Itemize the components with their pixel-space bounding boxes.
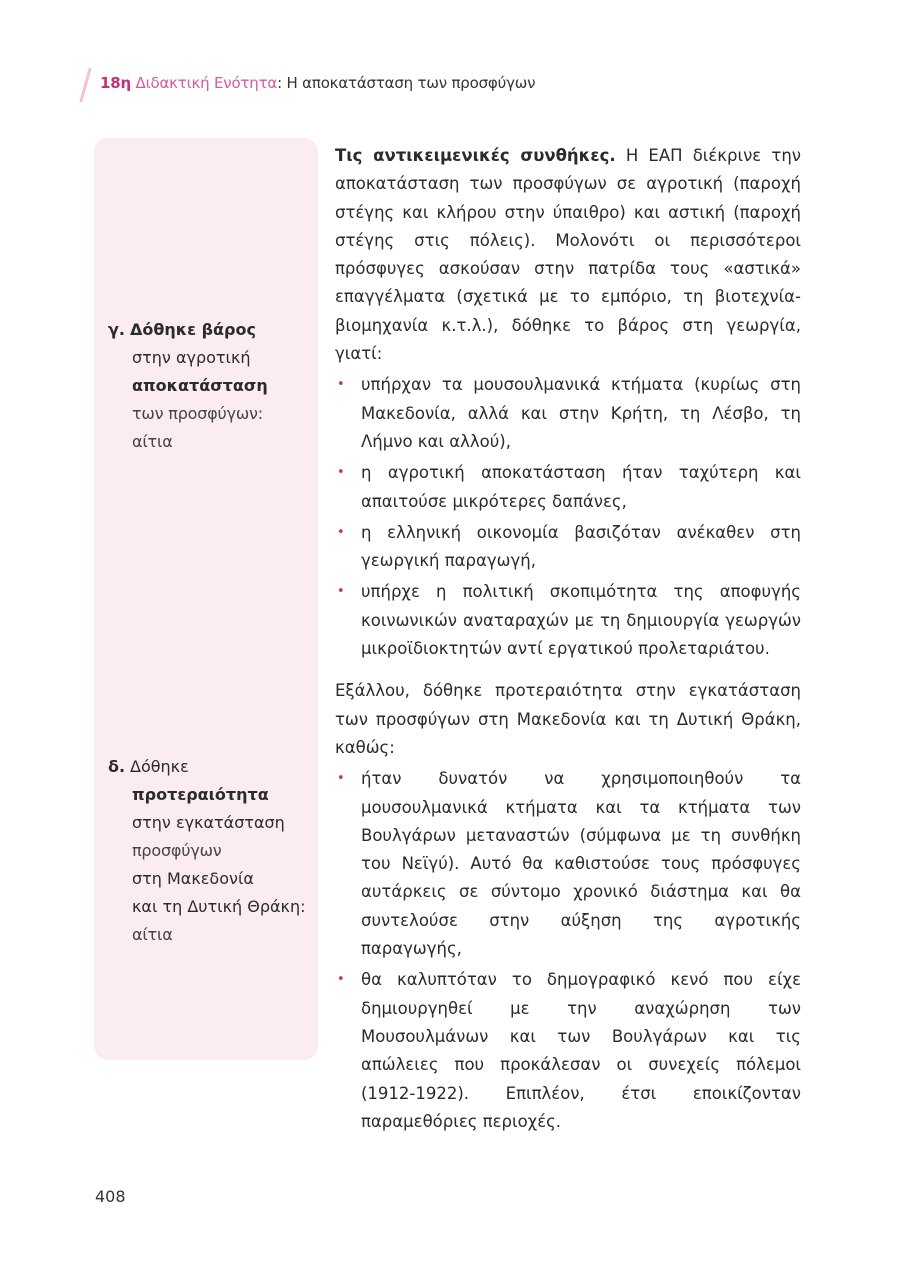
note-d-line: και τη Δυτική Θράκη: <box>132 897 306 916</box>
bullet-icon: • <box>337 972 345 988</box>
list-item: • η ελληνική οικονομία βασιζόταν ανέκαθεν στη γεωργική παραγωγή, <box>335 519 801 576</box>
list-item: • ήταν δυνατόν να χρησιμοποιηθούν τα μουσουλμανικά κτήματα και τα κτήματα των Βουλγάρων μεταναστών (σύμφωνα με τη συνθήκη του Νεϊγύ). Αυτό θα καθιστούσε τους πρόσφυγες αυτάρκεις σε σύντομο χρονικό διάστημα και θα συντελούσε στην αύξηση της αγροτικής παραγωγής, <box>335 765 801 963</box>
header-title <box>100 74 535 92</box>
bullet-icon: • <box>337 377 345 393</box>
note-d-line: προσφύγων <box>132 841 222 860</box>
note-d-line: αίτια <box>132 925 173 944</box>
main-text <box>335 142 801 1136</box>
section2-intro: Εξάλλου, δόθηκε προτεραιότητα στην εγκατάσταση των προσφύγων στη Μακεδονία και τη Δυτική Θράκη, καθώς: <box>335 681 801 757</box>
note-g-line: αίτια <box>132 432 173 451</box>
list-item: • υπήρχε η πολιτική σκοπιμότητα της αποφυγής κοινωνικών αναταραχών με τη δημιουργία γεωργών μικροϊδιοκτητών αντί εργατικού προλεταριάτου. <box>335 578 801 663</box>
bullet-icon: • <box>337 465 345 481</box>
bullet-icon: • <box>337 584 345 600</box>
list-item: • η αγροτική αποκατάσταση ήταν ταχύτερη και απαιτούσε μικρότερες δαπάνες, <box>335 459 801 516</box>
header-separator: : <box>277 74 282 92</box>
section2-bullet-list <box>335 765 801 1136</box>
section1-bullet-list <box>335 371 801 663</box>
section1-paragraph <box>335 142 801 368</box>
note-d-line: δ. Δόθηκε <box>108 753 308 781</box>
section1-intro: Η ΕΑΠ διέκρινε την αποκατάσταση των προσφύγων σε αγροτική (παροχή στέγης και κλήρου στην ύπαιθρο) και αστική (παροχή στέγης στις πόλεις). Μολονότι οι περισσότεροι πρόσφυγες ασκούσαν στην πατρίδα τους «αστικά» επαγγέλματα (σχετικά με το εμπόριο, τη βιοτεχνία-βιομηχανία κ.τ.λ.), δόθηκε το βάρος στη γεωργία, γιατί: <box>335 146 802 364</box>
section1-lead: Τις αντικειμενικές συνθήκες. <box>335 146 616 165</box>
list-item: • υπήρχαν τα μουσουλμανικά κτήματα (κυρίως στη Μακεδονία, αλλά και στην Κρήτη, τη Λέσβο, τη Λήμνο και αλλού), <box>335 371 801 456</box>
note-g-line: αποκατάσταση <box>132 376 268 395</box>
note-d-line: στη Μακεδονία <box>132 869 254 888</box>
bullet-icon: • <box>337 771 345 787</box>
page-number: 408 <box>95 1187 126 1206</box>
unit-number: 18η <box>100 74 131 92</box>
margin-note-g <box>108 316 308 456</box>
list-item: • θα καλυπτόταν το δημογραφικό κενό που είχε δημιουργηθεί με την αναχώρηση των Μουσουλμάνων και των Βουλγάρων και τις απώλειες που προκάλεσαν οι συνεχείς πόλεμοι (1912-1922). Επιπλέον, έτσι εποικίζονταν παραμεθόριες περιοχές. <box>335 966 801 1136</box>
header-slash-decoration <box>78 68 92 102</box>
margin-note-d <box>108 753 308 949</box>
note-d-letter: δ. <box>108 757 126 776</box>
note-g-line: των προσφύγων: <box>132 404 263 423</box>
note-d-line: στην εγκατάσταση <box>132 813 285 832</box>
unit-topic: Η αποκατάσταση των προσφύγων <box>286 74 536 92</box>
note-d-line: προτεραιότητα <box>132 785 269 804</box>
running-header <box>78 64 838 104</box>
unit-label: Διδακτική Ενότητα <box>135 74 278 92</box>
note-g-letter: γ. <box>108 320 125 339</box>
note-g-line: στην αγροτική <box>132 348 251 367</box>
note-g-line: γ. Δόθηκε βάρος <box>108 316 308 344</box>
bullet-icon: • <box>337 524 345 540</box>
